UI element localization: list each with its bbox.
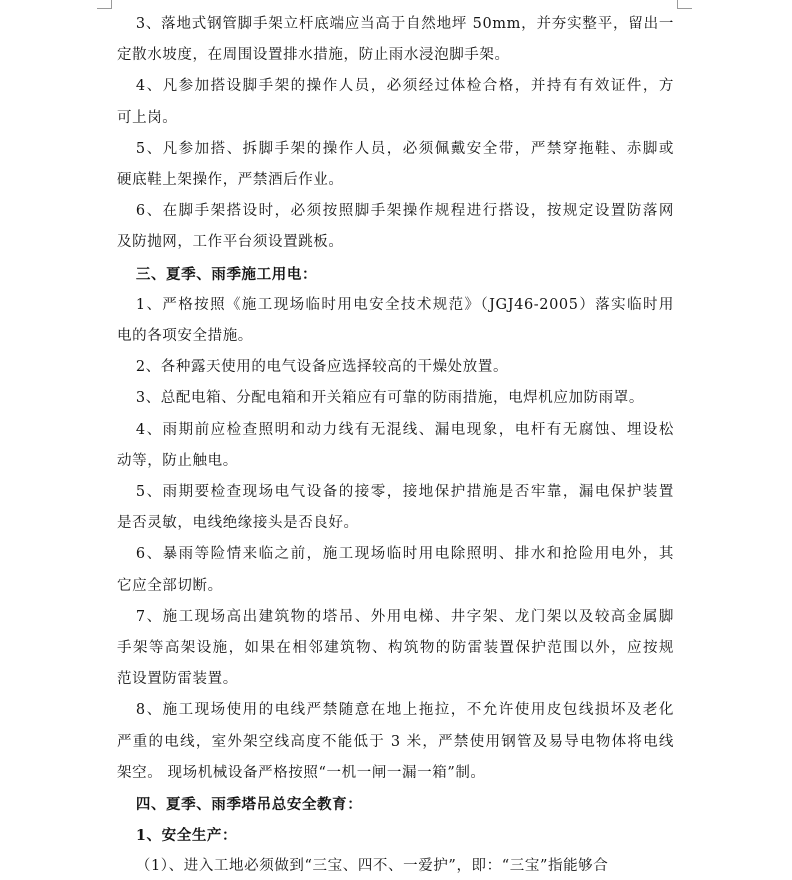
text-line: 架空。 现场机械设备严格按照“一机一闸一漏一箱”制。 bbox=[117, 764, 486, 781]
text-line: 动等，防止触电。 bbox=[117, 452, 238, 469]
body-paragraph bbox=[117, 383, 674, 414]
text-line: 5、雨期要检查现场电气设备的接零，接地保护措施是否牢靠，漏电保护装置 bbox=[135, 484, 674, 501]
margin-corner-mark-left bbox=[97, 0, 112, 9]
text-line: 严重的电线，室外架空线高度不能低于 3 米，严禁使用钢管及易导电物体将电线 bbox=[117, 733, 674, 750]
text-line: 电的各项安全措施。 bbox=[117, 328, 253, 345]
text-line: 手架等高架设施，如果在相邻建筑物、构筑物的防雷装置保护范围以外，应按规 bbox=[117, 640, 674, 657]
body-paragraph bbox=[117, 290, 674, 352]
text-line: 3、落地式钢管脚手架立杆底端应当高于自然地坪 50mm，并夯实整平，留出一 bbox=[135, 16, 674, 32]
text-line: 三、夏季、雨季施工用电： bbox=[135, 265, 318, 283]
text-line: 7、施工现场高出建筑物的塔吊、外用电梯、井字架、龙门架以及较高金属脚 bbox=[135, 608, 674, 625]
text-line: 四、夏季、雨季塔吊总安全教育： bbox=[135, 796, 363, 814]
body-paragraph bbox=[117, 352, 674, 383]
section-heading bbox=[117, 789, 674, 820]
text-line: 6、暴雨等险情来临之前，施工现场临时用电除照明、排水和抢险用电外，其 bbox=[135, 546, 674, 563]
text-line: 1、严格按照《施工现场临时用电安全技术规范》（JGJ46-2005）落实临时用 bbox=[135, 296, 674, 313]
text-line: 范设置防雷装置。 bbox=[117, 671, 238, 688]
margin-corner-mark-right bbox=[677, 0, 692, 9]
text-line: 可上岗。 bbox=[117, 109, 178, 126]
text-line: 1、安全生产： bbox=[135, 827, 238, 845]
body-paragraph bbox=[117, 695, 674, 789]
body-paragraph bbox=[117, 477, 674, 539]
section-heading bbox=[117, 259, 674, 290]
body-paragraph bbox=[117, 415, 674, 477]
body-paragraph bbox=[117, 71, 674, 133]
text-line: 硬底鞋上架操作，严禁酒后作业。 bbox=[117, 172, 344, 189]
section-heading bbox=[117, 820, 674, 851]
body-paragraph bbox=[117, 9, 674, 71]
body-paragraph bbox=[117, 851, 674, 880]
text-line: 6、在脚手架搭设时，必须按照脚手架操作规程进行搭设，按规定设置防落网 bbox=[135, 203, 674, 220]
text-line: 是否灵敏，电线绝缘接头是否良好。 bbox=[117, 515, 359, 532]
body-paragraph bbox=[117, 602, 674, 696]
text-line: （1）、进入工地必须做到“三宝、四不、一爱护”，即：“三宝”指能够合 bbox=[135, 858, 609, 875]
text-line: 定散水坡度，在周围设置排水措施，防止雨水浸泡脚手架。 bbox=[117, 47, 510, 64]
text-line: 5、凡参加搭、拆脚手架的操作人员，必须佩戴安全带，严禁穿拖鞋、赤脚或 bbox=[135, 140, 674, 157]
text-line: 2、各种露天使用的电气设备应选择较高的干燥处放置。 bbox=[135, 359, 509, 376]
text-line: 8、施工现场使用的电线严禁随意在地上拖拉，不允许使用皮包线损坏及老化 bbox=[135, 702, 674, 719]
document-body bbox=[117, 9, 674, 880]
text-line: 4、雨期前应检查照明和动力线有无混线、漏电现象，电杆有无腐蚀、埋设松 bbox=[135, 421, 674, 438]
text-line: 3、总配电箱、分配电箱和开关箱应有可靠的防雨措施，电焊机应加防雨罩。 bbox=[135, 390, 644, 407]
text-line: 4、凡参加搭设脚手架的操作人员，必须经过体检合格，并持有有效证件，方 bbox=[135, 78, 674, 95]
body-paragraph bbox=[117, 539, 674, 601]
body-paragraph bbox=[117, 134, 674, 196]
body-paragraph bbox=[117, 196, 674, 258]
text-line: 它应全部切断。 bbox=[117, 577, 223, 594]
text-line: 及防抛网，工作平台须设置跳板。 bbox=[117, 234, 344, 251]
